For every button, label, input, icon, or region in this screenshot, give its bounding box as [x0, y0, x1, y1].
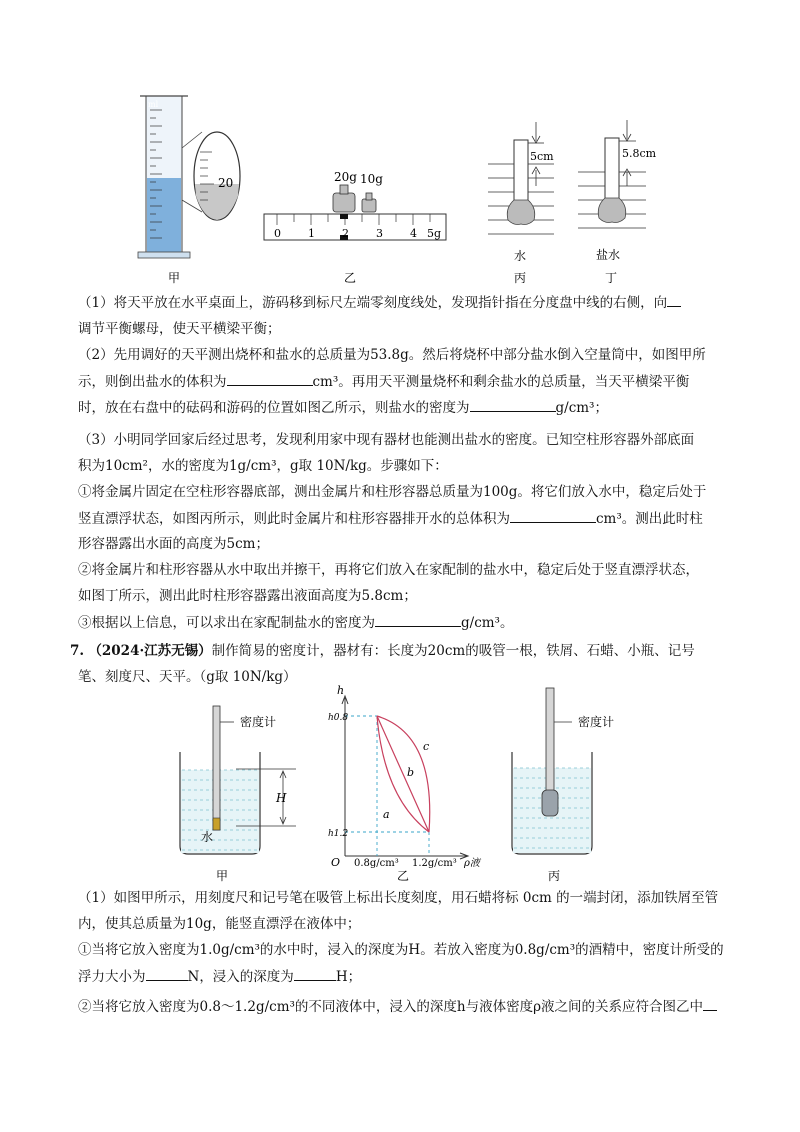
- balance-ruler: [264, 185, 446, 240]
- caption-bing: 丙: [514, 271, 527, 285]
- cylinder-unit: ml: [148, 100, 159, 109]
- caption-yi: 乙: [344, 271, 357, 285]
- ruler-tick-1: 1: [308, 227, 315, 240]
- question-source: （2024·江苏无锡）: [88, 643, 212, 659]
- q6-s1-line2: 竖直漂浮状态，如图丙所示，则此时金属片和柱形容器排开水的总体积为 cm³。测出此时柱: [78, 508, 703, 529]
- top-figures: [0, 0, 800, 300]
- q6-p2-line3: 时，放在右盘中的砝码和游码的位置如图乙所示，则盐水的密度为 g/cm³；: [78, 397, 608, 418]
- weight-10g: 10g: [360, 172, 383, 186]
- ding-height: 5.8cm: [622, 147, 657, 160]
- curve-b-label: b: [407, 766, 415, 779]
- caption-jia-2: 甲: [216, 869, 229, 883]
- floating-container-water: [488, 122, 554, 234]
- q7-p1-line2: 内，使其总质量为10g，能竖直漂浮在液体中；: [78, 916, 361, 932]
- ding-liquid: 盐水: [596, 248, 621, 262]
- graph-x2: 1.2g/cm³: [412, 858, 457, 869]
- q6-s2-line2: 如图丁所示，测出此时柱形容器露出液面高度为5.8cm；: [78, 588, 417, 604]
- q6-p3-line1: （3）小明同学回家后经过思考，发现利用家中现有器材也能测出盐水的密度。已知空柱形容器外部底面: [78, 432, 695, 448]
- ruler-tick-4: 4: [410, 227, 417, 240]
- graph-rho: ρ液: [464, 858, 480, 869]
- curve-c-label: c: [423, 740, 430, 753]
- bing-liquid: 水: [514, 249, 527, 263]
- q7-figures: [0, 680, 800, 890]
- q7-c1-line2: 浮力大小为 N，浸入的深度为 H；: [78, 966, 361, 987]
- q6-p2-line1: （2）先用调好的天平测出烧杯和盐水的总质量为53.8g。然后将烧杯中部分盐水倒入空量筒中，如图甲所: [78, 347, 706, 363]
- jia-label: 密度计: [240, 715, 277, 729]
- answer-blank[interactable]: [375, 612, 461, 627]
- caption-bing-2: 丙: [548, 869, 561, 883]
- q6-p2-line2: 示，则倒出盐水的体积为 cm³。再用天平测量烧杯和剩余盐水的总质量，当天平横梁平衡: [78, 371, 689, 392]
- q6-p3-line2: 积为10cm²，水的密度为1g/cm³，g取 10N/kg。步骤如下：: [78, 458, 448, 474]
- answer-blank[interactable]: [703, 996, 717, 1011]
- q6-p1-line2: 调节平衡螺母，使天平横梁平衡；: [78, 321, 281, 337]
- q7-c2-line1: ②当将它放入密度为0.8～1.2g/cm³的不同液体中，浸入的深度h与液体密度ρ液之间的关系应符合图乙中: [78, 996, 717, 1017]
- floating-container-saltwater: [578, 120, 646, 228]
- graph-origin: O: [331, 856, 341, 869]
- cylinder-zoom-reading: 20: [218, 176, 234, 190]
- ruler-tick-5g: 5g: [427, 227, 442, 240]
- answer-blank[interactable]: [470, 397, 556, 412]
- beaker-jia: [180, 706, 296, 854]
- bing-label: 密度计: [578, 715, 615, 729]
- density-graph: [342, 696, 468, 859]
- graph-h12: h1.2: [328, 829, 349, 839]
- jia-water: 水: [201, 830, 214, 844]
- jia-H: H: [276, 791, 287, 805]
- answer-blank[interactable]: [667, 292, 681, 307]
- beaker-bing: [512, 688, 592, 854]
- graph-x1: 0.8g/cm³: [354, 858, 399, 869]
- answer-blank[interactable]: [227, 371, 313, 386]
- caption-yi-2: 乙: [397, 869, 410, 883]
- ruler-tick-0: 0: [274, 227, 281, 240]
- q7-line2: 笔、刻度尺、天平。（g取 10N/kg）: [78, 669, 297, 685]
- graph-h08: h0.8: [328, 713, 349, 723]
- caption-jia: 甲: [168, 271, 181, 285]
- q6-s1-line3: 形容器露出水面的高度为5cm；: [78, 536, 269, 552]
- curve-a-label: a: [383, 808, 390, 821]
- q7-line1: 7. （2024·江苏无锡）制作简易的密度计，器材有：长度为20cm的吸管一根，铁屑、石蜡、小瓶、记号: [70, 643, 695, 659]
- bing-height: 5cm: [530, 150, 554, 163]
- answer-blank[interactable]: [294, 966, 336, 981]
- q6-s1-line1: ①将金属片固定在空柱形容器底部，测出金属片和柱形容器总质量为100g。将它们放入水中，稳定后处于: [78, 484, 707, 500]
- q7-p1-line1: （1）如图甲所示，用刻度尺和记号笔在吸管上标出长度刻度，用石蜡将标 0cm 的一端封闭，添加铁屑至管: [78, 890, 719, 906]
- graph-h: h: [337, 684, 345, 697]
- ruler-tick-3: 3: [376, 227, 383, 240]
- ruler-tick-2: 2: [342, 227, 349, 240]
- q6-p1-line1: （1）将天平放在水平桌面上，游码移到标尺左端零刻度线处，发现指针指在分度盘中线的右侧，向: [78, 292, 681, 313]
- caption-ding: 丁: [605, 271, 618, 285]
- answer-blank[interactable]: [146, 966, 188, 981]
- weight-20g: 20g: [334, 170, 357, 184]
- question-number: 7.: [70, 643, 85, 659]
- q6-s2-line1: ②将金属片和柱形容器从水中取出并擦干，再将它们放入在家配制的盐水中，稳定后处于竖直漂浮状态，: [78, 562, 699, 578]
- answer-blank[interactable]: [510, 508, 596, 523]
- q7-c1-line1: ①当将它放入密度为1.0g/cm³的水中时，浸入的深度为H。若放入密度为0.8g/cm³的酒精中，密度计所受的: [78, 942, 724, 958]
- q6-s3-line1: ③根据以上信息，可以求出在家配制盐水的密度为 g/cm³。: [78, 612, 513, 633]
